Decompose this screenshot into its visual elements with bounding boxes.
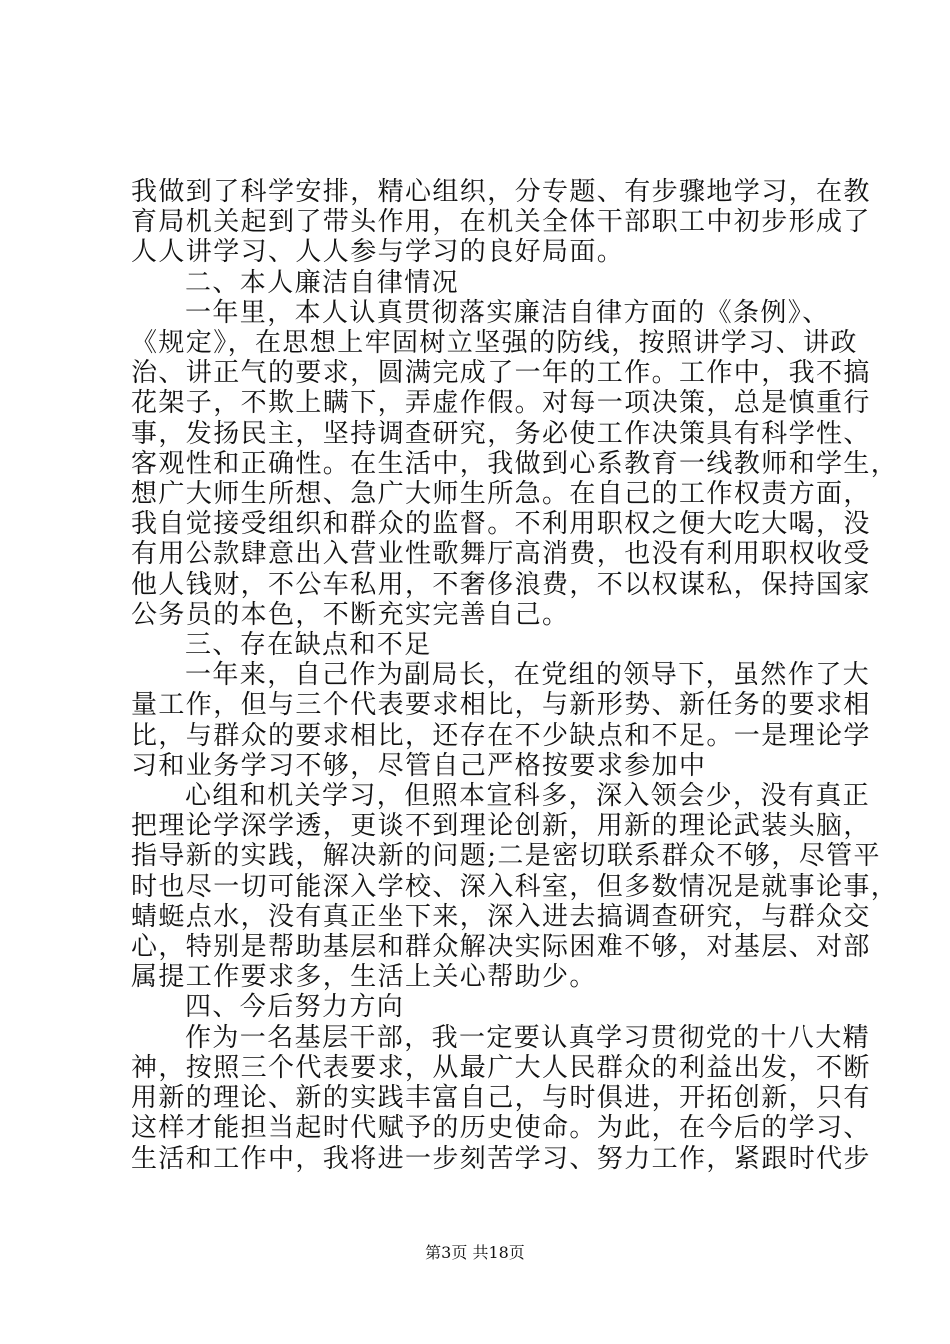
text-line: 指导新的实践，解决新的问题;二是密切联系群众不够，尽管平 bbox=[131, 841, 881, 872]
text-line: 育局机关起到了带头作用，在机关全体干部职工中初步形成了 bbox=[131, 207, 871, 238]
section-heading-3: 三、存在缺点和不足 bbox=[185, 630, 432, 661]
text-line: 这样才能担当起时代赋予的历史使命。为此，在今后的学习、 bbox=[131, 1113, 871, 1144]
text-line: 把理论学深学透，更谈不到理论创新，用新的理论武装头脑， bbox=[131, 811, 871, 842]
text-line: 想广大师生所想、急广大师生所急。在自己的工作权责方面， bbox=[131, 479, 871, 510]
text-line: 治、讲正气的要求，圆满完成了一年的工作。工作中，我不搞 bbox=[131, 358, 871, 389]
text-line: 《规定》，在思想上牢固树立坚强的防线，按照讲学习、讲政 bbox=[131, 328, 858, 359]
text-line: 事，发扬民主，坚持调查研究，务必使工作决策具有科学性、 bbox=[131, 418, 871, 449]
text-line: 蜻蜓点水，没有真正坐下来，深入进去搞调查研究，与群众交 bbox=[131, 901, 871, 932]
text-line: 时也尽一切可能深入学校、深入科室，但多数情况是就事论事， bbox=[131, 871, 899, 902]
text-line: 量工作，但与三个代表要求相比，与新形势、新任务的要求相 bbox=[131, 690, 871, 721]
text-line: 有用公款肆意出入营业性歌舞厅高消费，也没有利用职权收受 bbox=[131, 539, 871, 570]
text-line: 我做到了科学安排，精心组织，分专题、有步骤地学习，在教 bbox=[131, 177, 871, 207]
text-line: 比，与群众的要求相比，还存在不少缺点和不足。一是理论学 bbox=[131, 720, 871, 751]
text-line: 属提工作要求多，生活上关心帮助少。 bbox=[131, 962, 597, 993]
text-line: 心组和机关学习，但照本宣科多，深入领会少，没有真正 bbox=[185, 781, 871, 812]
page-number-footer: 第3页 共18页 bbox=[425, 1243, 525, 1262]
text-line: 用新的理论、新的实践丰富自己，与时俱进，开拓创新，只有 bbox=[131, 1083, 871, 1114]
section-heading-2: 二、本人廉洁自律情况 bbox=[185, 267, 460, 298]
text-line: 生活和工作中，我将进一步刻苦学习、努力工作，紧跟时代步 bbox=[131, 1143, 871, 1174]
text-line: 客观性和正确性。在生活中，我做到心系教育一线教师和学生， bbox=[131, 448, 899, 479]
text-line: 心，特别是帮助基层和群众解决实际困难不够，对基层、对部 bbox=[131, 932, 871, 963]
text-line: 作为一名基层干部，我一定要认真学习贯彻党的十八大精 bbox=[185, 1022, 871, 1053]
text-line: 习和业务学习不够，尽管自己严格按要求参加中 bbox=[131, 750, 707, 781]
text-line: 花架子，不欺上瞒下，弄虚作假。对每一项决策，总是慎重行 bbox=[131, 388, 871, 419]
text-line: 神，按照三个代表要求，从最广大人民群众的利益出发，不断 bbox=[131, 1052, 871, 1083]
text-line: 一年里，本人认真贯彻落实廉洁自律方面的《条例》、 bbox=[185, 297, 830, 328]
text-line: 人人讲学习、人人参与学习的良好局面。 bbox=[131, 237, 625, 268]
text-line: 一年来，自己作为副局长，在党组的领导下，虽然作了大 bbox=[185, 660, 871, 691]
text-line: 公务员的本色，不断充实完善自己。 bbox=[131, 599, 570, 630]
body-text bbox=[131, 177, 899, 1174]
text-line: 我自觉接受组织和群众的监督。不利用职权之便大吃大喝，没 bbox=[131, 509, 871, 540]
section-heading-4: 四、今后努力方向 bbox=[185, 992, 405, 1023]
text-line: 他人钱财，不公车私用，不奢侈浪费，不以权谋私，保持国家 bbox=[131, 569, 871, 600]
